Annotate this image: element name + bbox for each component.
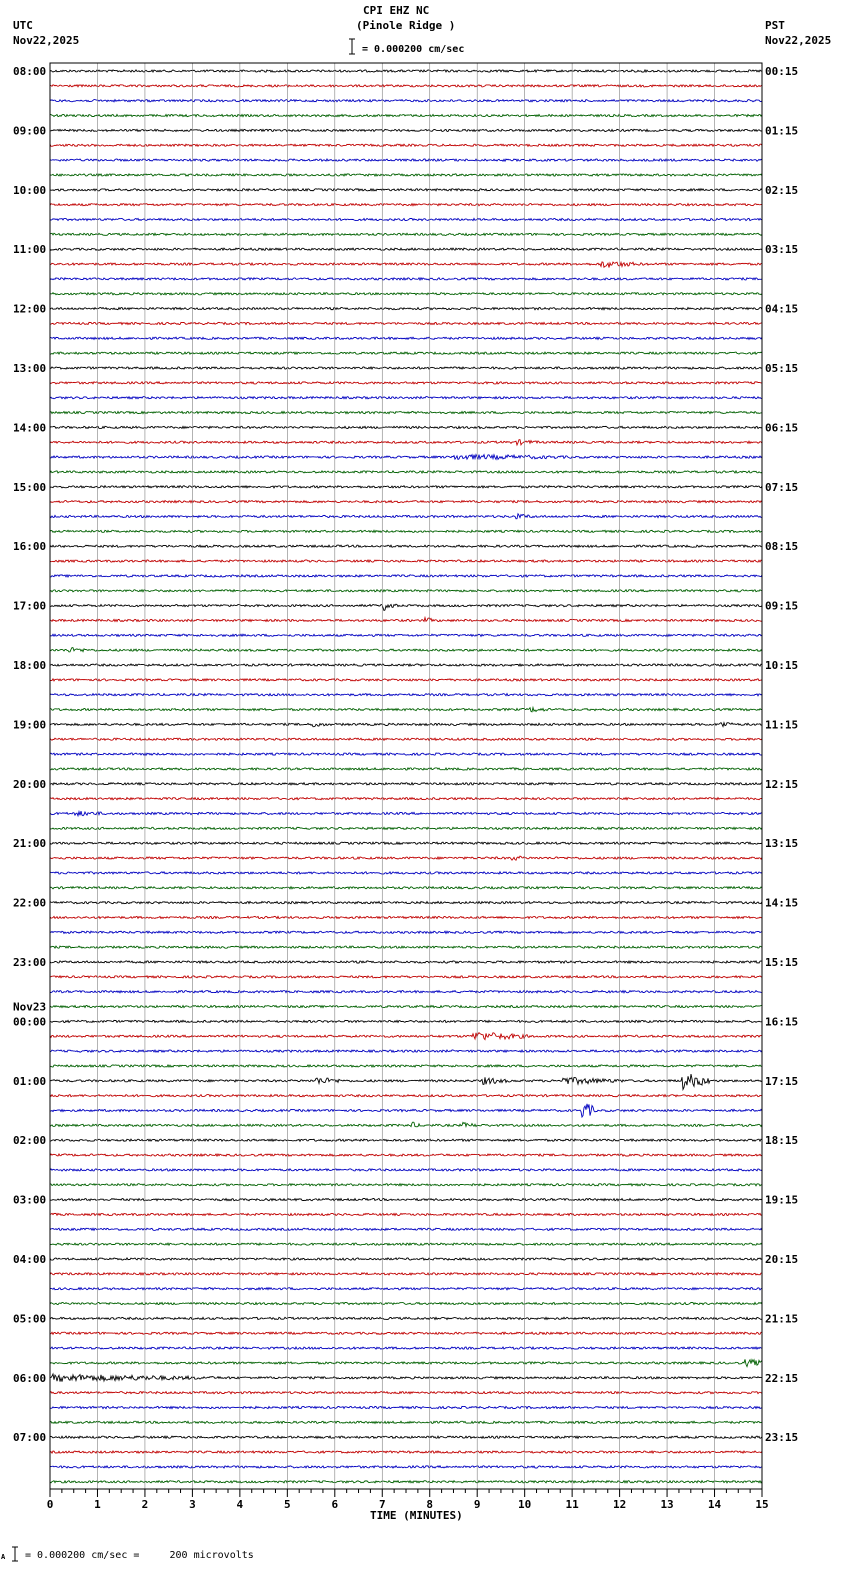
seismic-trace bbox=[50, 811, 762, 816]
pst-hour-label: 02:15 bbox=[765, 183, 799, 197]
x-tick-label: 10 bbox=[518, 1498, 532, 1511]
scale-label: = 0.000200 cm/sec bbox=[362, 44, 465, 55]
pst-hour-label: 07:15 bbox=[765, 480, 799, 494]
seismic-trace bbox=[50, 1033, 762, 1040]
x-tick-label: 1 bbox=[94, 1498, 101, 1511]
seismic-trace bbox=[50, 1243, 762, 1245]
utc-hour-label: 22:00 bbox=[13, 896, 47, 910]
seismic-trace bbox=[50, 233, 762, 235]
pst-hour-label: 05:15 bbox=[765, 362, 799, 375]
utc-zone-label: UTC bbox=[13, 19, 33, 32]
seismic-trace bbox=[50, 842, 762, 844]
seismic-trace bbox=[50, 1006, 762, 1008]
scale-bar-icon bbox=[349, 39, 355, 54]
seismic-trace bbox=[50, 293, 762, 295]
seismic-trace bbox=[50, 1169, 762, 1171]
seismic-trace bbox=[50, 382, 762, 384]
utc-hour-label: 17:00 bbox=[13, 599, 47, 613]
pst-hour-label: 13:15 bbox=[765, 837, 799, 851]
pst-hour-label: 23:15 bbox=[765, 1431, 799, 1445]
seismic-trace bbox=[50, 1392, 762, 1394]
seismic-trace bbox=[50, 1303, 762, 1305]
x-tick-label: 9 bbox=[473, 1498, 481, 1511]
seismic-trace bbox=[50, 397, 762, 399]
seismic-trace bbox=[50, 783, 762, 785]
seismic-trace bbox=[50, 931, 762, 933]
day-change-label: Nov23 bbox=[13, 1000, 47, 1014]
utc-hour-label: 10:00 bbox=[13, 183, 47, 197]
pst-hour-label: 11:15 bbox=[765, 718, 799, 732]
utc-hour-label: 23:00 bbox=[13, 956, 47, 969]
x-tick-label: 0 bbox=[46, 1498, 54, 1511]
seismic-trace bbox=[50, 618, 762, 622]
pst-hour-label: 19:15 bbox=[765, 1193, 799, 1207]
seismic-trace bbox=[50, 278, 762, 280]
seismic-trace bbox=[50, 218, 762, 220]
seismic-trace bbox=[50, 946, 762, 948]
seismic-trace bbox=[50, 352, 762, 354]
seismic-trace bbox=[50, 664, 762, 666]
pst-hour-label: 04:15 bbox=[765, 302, 799, 316]
seismic-trace bbox=[50, 471, 762, 473]
seismic-trace bbox=[50, 204, 762, 206]
seismic-trace bbox=[50, 798, 762, 800]
pst-hour-label: 20:15 bbox=[765, 1253, 799, 1266]
utc-hour-label: 20:00 bbox=[13, 777, 47, 791]
utc-hour-label: 15:00 bbox=[13, 480, 47, 494]
x-tick-label: 11 bbox=[565, 1498, 579, 1511]
seismic-trace bbox=[50, 70, 762, 72]
pst-hour-label: 12:15 bbox=[765, 777, 799, 791]
seismic-trace bbox=[50, 902, 762, 904]
seismic-trace bbox=[50, 530, 762, 532]
seismic-trace bbox=[50, 738, 762, 740]
utc-hour-label: 19:00 bbox=[13, 718, 47, 732]
footer-mark: A bbox=[1, 1553, 6, 1561]
utc-hour-label: 09:00 bbox=[13, 124, 47, 138]
seismic-trace bbox=[50, 1104, 762, 1117]
seismic-trace bbox=[50, 1074, 762, 1089]
seismic-trace bbox=[50, 262, 762, 268]
pst-hour-label: 03:15 bbox=[765, 243, 799, 257]
station-location: (Pinole Ridge ) bbox=[356, 19, 456, 32]
seismic-trace bbox=[50, 115, 762, 117]
seismic-trace bbox=[50, 1050, 762, 1052]
trace-layer bbox=[50, 70, 762, 1483]
seismic-trace bbox=[50, 1065, 762, 1067]
seismic-trace bbox=[50, 1374, 762, 1382]
seismic-trace bbox=[50, 248, 762, 250]
x-tick-label: 13 bbox=[660, 1498, 674, 1511]
utc-hour-label: 03:00 bbox=[13, 1193, 47, 1207]
seismic-trace bbox=[50, 872, 762, 874]
utc-hour-label: 06:00 bbox=[13, 1371, 47, 1385]
utc-hour-label: 16:00 bbox=[13, 540, 47, 554]
utc-hour-label: 00:00 bbox=[13, 1015, 47, 1029]
pst-hour-label: 08:15 bbox=[765, 540, 799, 554]
x-tick-label: 4 bbox=[236, 1498, 244, 1511]
utc-hour-label: 18:00 bbox=[13, 659, 47, 672]
x-tick-label: 3 bbox=[189, 1498, 196, 1511]
seismic-trace bbox=[50, 1359, 762, 1366]
x-tick-label: 6 bbox=[331, 1498, 339, 1511]
utc-hour-label: 08:00 bbox=[13, 65, 47, 78]
pst-hour-label: 01:15 bbox=[765, 124, 799, 138]
seismic-trace bbox=[50, 1213, 762, 1215]
pst-hour-label: 16:15 bbox=[765, 1015, 799, 1029]
seismic-trace bbox=[50, 1288, 762, 1290]
seismic-trace bbox=[50, 827, 762, 829]
seismic-trace bbox=[50, 486, 762, 488]
seismic-trace bbox=[50, 308, 762, 310]
seismic-trace bbox=[50, 1332, 762, 1334]
x-axis-title: TIME (MINUTES) bbox=[370, 1509, 463, 1522]
seismic-trace bbox=[50, 1273, 762, 1275]
utc-hour-label: 07:00 bbox=[13, 1431, 47, 1445]
seismic-trace bbox=[50, 916, 762, 918]
seismic-trace bbox=[50, 648, 762, 652]
utc-hour-label: 21:00 bbox=[13, 837, 47, 851]
seismic-trace bbox=[50, 545, 762, 547]
seismic-trace bbox=[50, 412, 762, 414]
pst-hour-label: 21:15 bbox=[765, 1312, 799, 1326]
seismic-trace bbox=[50, 961, 762, 963]
footer-scale-bar-icon bbox=[12, 1547, 18, 1561]
seismic-trace bbox=[50, 85, 762, 87]
utc-hour-label: 12:00 bbox=[13, 302, 47, 316]
seismic-trace bbox=[50, 322, 762, 324]
time-axis bbox=[47, 1489, 769, 1511]
seismic-trace bbox=[50, 768, 762, 770]
seismic-trace bbox=[50, 1199, 762, 1201]
seismic-trace bbox=[50, 1317, 762, 1319]
pst-hour-label: 00:15 bbox=[765, 65, 799, 78]
pst-hour-label: 09:15 bbox=[765, 599, 799, 613]
seismic-trace bbox=[50, 1258, 762, 1260]
pst-zone-label: PST bbox=[765, 19, 785, 32]
seismic-trace bbox=[50, 694, 762, 696]
utc-hour-label: 14:00 bbox=[13, 421, 47, 435]
seismic-trace bbox=[50, 634, 762, 636]
seismic-trace bbox=[50, 1122, 762, 1127]
seismic-trace bbox=[50, 174, 762, 176]
seismic-trace bbox=[50, 367, 762, 369]
seismic-trace bbox=[50, 1451, 762, 1453]
pst-hour-label: 14:15 bbox=[765, 896, 799, 910]
utc-hour-label: 05:00 bbox=[13, 1312, 47, 1326]
seismic-trace bbox=[50, 455, 762, 460]
seismic-trace bbox=[50, 159, 762, 161]
seismic-trace bbox=[50, 426, 762, 428]
seismic-trace bbox=[50, 575, 762, 577]
seismic-trace bbox=[50, 100, 762, 102]
pst-hour-label: 06:15 bbox=[765, 421, 799, 435]
seismic-trace bbox=[50, 440, 762, 445]
seismic-trace bbox=[50, 1139, 762, 1141]
x-tick-label: 5 bbox=[284, 1498, 291, 1511]
seismic-trace bbox=[50, 1184, 762, 1186]
seismic-trace bbox=[50, 1406, 762, 1408]
utc-hour-label: 02:00 bbox=[13, 1134, 47, 1148]
seismic-trace bbox=[50, 976, 762, 978]
seismic-trace bbox=[50, 1481, 762, 1483]
x-tick-label: 2 bbox=[141, 1498, 149, 1511]
seismic-trace bbox=[50, 1020, 762, 1022]
utc-hour-label: 04:00 bbox=[13, 1253, 47, 1266]
seismic-trace bbox=[50, 337, 762, 339]
seismic-trace bbox=[50, 1436, 762, 1438]
footer-scale-note: = 0.000200 cm/sec = 200 microvolts bbox=[25, 1550, 254, 1561]
x-tick-label: 8 bbox=[426, 1498, 434, 1511]
pst-hour-label: 15:15 bbox=[765, 956, 799, 969]
seismic-trace bbox=[50, 887, 762, 889]
x-tick-label: 15 bbox=[755, 1498, 769, 1511]
seismic-trace bbox=[50, 189, 762, 191]
seismic-trace bbox=[50, 708, 762, 712]
utc-hour-label: 11:00 bbox=[13, 243, 47, 257]
seismic-trace bbox=[50, 590, 762, 592]
utc-hour-label: 01:00 bbox=[13, 1074, 47, 1088]
seismic-trace bbox=[50, 1466, 762, 1468]
x-tick-label: 7 bbox=[378, 1498, 386, 1511]
seismic-trace bbox=[50, 514, 762, 519]
seismic-trace bbox=[50, 604, 762, 610]
seismic-trace bbox=[50, 144, 762, 146]
seismic-trace bbox=[50, 1228, 762, 1230]
utc-hour-label: 13:00 bbox=[13, 362, 47, 375]
seismic-trace bbox=[50, 560, 762, 562]
seismic-trace bbox=[50, 856, 762, 860]
x-tick-label: 12 bbox=[612, 1498, 627, 1511]
seismic-trace bbox=[50, 129, 762, 131]
utc-date-label: Nov22,2025 bbox=[13, 34, 80, 47]
station-title: CPI EHZ NC bbox=[363, 4, 430, 17]
pst-hour-label: 10:15 bbox=[765, 659, 799, 672]
seismic-trace bbox=[50, 1095, 762, 1097]
seismic-trace bbox=[50, 1154, 762, 1156]
seismic-trace bbox=[50, 1421, 762, 1423]
pst-date-label: Nov22,2025 bbox=[765, 34, 832, 47]
seismic-trace bbox=[50, 1347, 762, 1349]
seismic-trace bbox=[50, 679, 762, 681]
seismic-trace bbox=[50, 723, 762, 727]
seismic-trace bbox=[50, 501, 762, 503]
pst-hour-label: 18:15 bbox=[765, 1134, 799, 1148]
pst-hour-label: 22:15 bbox=[765, 1371, 799, 1385]
seismic-trace bbox=[50, 753, 762, 755]
pst-hour-label: 17:15 bbox=[765, 1074, 799, 1088]
seismic-trace bbox=[50, 991, 762, 993]
x-tick-label: 14 bbox=[707, 1498, 722, 1511]
